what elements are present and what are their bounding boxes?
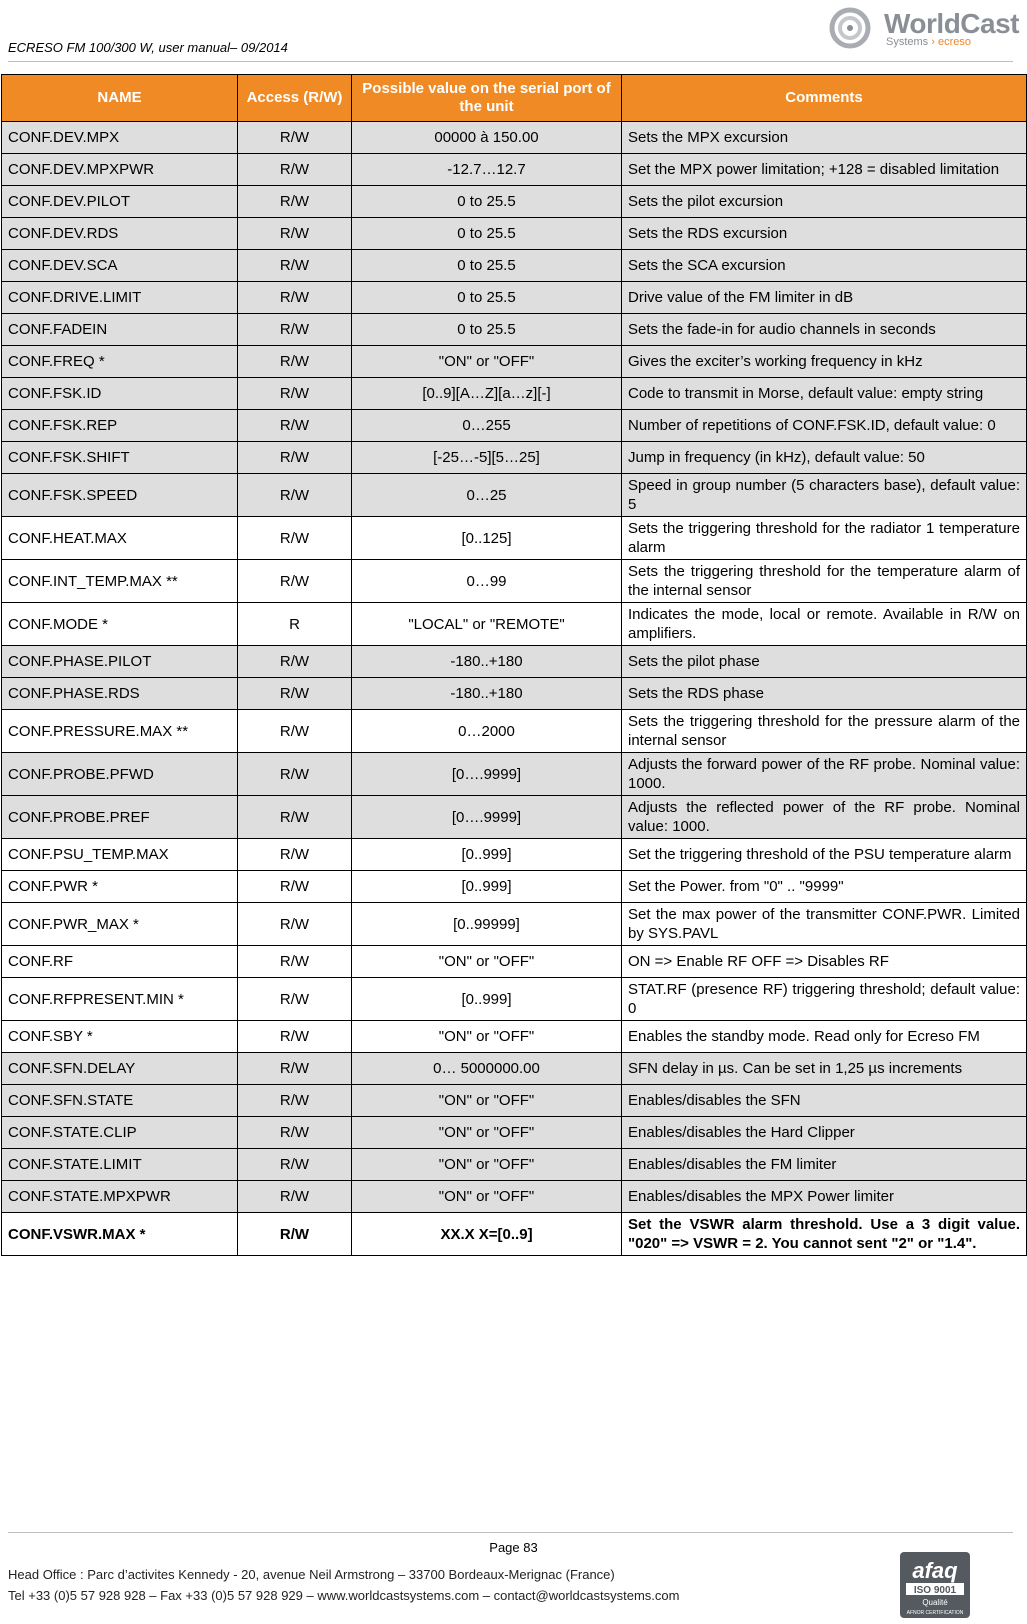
cell-comment: Speed in group number (5 characters base), default value: 5 [622,474,1027,517]
cell-name: CONF.PHASE.RDS [2,678,238,710]
table-row [2,154,1027,186]
table-row [2,753,1027,796]
badge-afaq-text: afaq [912,1558,958,1583]
cell-access: R/W [238,710,352,753]
cell-comment: Sets the triggering threshold for the pressure alarm of the internal sensor [622,710,1027,753]
cell-name: CONF.STATE.CLIP [2,1117,238,1149]
cell-name: CONF.DRIVE.LIMIT [2,282,238,314]
logo-sub-left: Systems [886,36,929,48]
cell-comment: Number of repetitions of CONF.FSK.ID, default value: 0 [622,410,1027,442]
table-row [2,122,1027,154]
cell-name: CONF.DEV.MPX [2,122,238,154]
cell-comment: Sets the triggering threshold for the temperature alarm of the internal sensor [622,560,1027,603]
cell-value: 0 to 25.5 [352,282,622,314]
worldcast-logo-icon [826,6,882,52]
cell-comment: Jump in frequency (in kHz), default value: 50 [622,442,1027,474]
cell-value: [0..999] [352,839,622,871]
table-row [2,1053,1027,1085]
cell-name: CONF.PROBE.PFWD [2,753,238,796]
badge-afnor-text: AFNOR CERTIFICATION [906,1610,964,1616]
cell-name: CONF.FSK.SPEED [2,474,238,517]
cell-comment: Adjusts the forward power of the RF probe. Nominal value: 1000. [622,753,1027,796]
cell-access: R/W [238,474,352,517]
cell-value: [0..125] [352,517,622,560]
cell-comment: ON => Enable RF OFF => Disables RF [622,946,1027,978]
table-row [2,603,1027,646]
cell-access: R/W [238,410,352,442]
cell-value: 0…99 [352,560,622,603]
header-comments: Comments [622,75,1027,122]
table-row [2,678,1027,710]
table-row [2,250,1027,282]
cell-value: "ON" or "OFF" [352,1149,622,1181]
header-name: NAME [2,75,238,122]
cell-name: CONF.FSK.SHIFT [2,442,238,474]
cell-comment: Sets the pilot excursion [622,186,1027,218]
cell-value: "ON" or "OFF" [352,346,622,378]
table-row [2,796,1027,839]
cell-value: 00000 à 150.00 [352,122,622,154]
cell-comment: Set the max power of the transmitter CONF.PWR. Limited by SYS.PAVL [622,903,1027,946]
logo-subtitle [886,36,971,48]
cell-name: CONF.VSWR.MAX * [2,1213,238,1256]
cell-access: R/W [238,250,352,282]
cell-access: R/W [238,1117,352,1149]
table-row [2,282,1027,314]
cell-name: CONF.PHASE.PILOT [2,646,238,678]
table-row [2,346,1027,378]
cell-access: R/W [238,517,352,560]
cell-comment: Sets the fade-in for audio channels in seconds [622,314,1027,346]
table-row [2,1117,1027,1149]
cell-access: R/W [238,903,352,946]
table-row [2,560,1027,603]
cell-comment: Sets the RDS phase [622,678,1027,710]
cell-value: [0..999] [352,978,622,1021]
table-row [2,517,1027,560]
cell-comment: Set the VSWR alarm threshold. Use a 3 digit value. "020" => VSWR = 2. You cannot sent "2" or "1.4". [622,1213,1027,1256]
cell-value: [0..99999] [352,903,622,946]
cell-access: R/W [238,186,352,218]
cell-value: XX.X X=[0..9] [352,1213,622,1256]
cell-value: 0 to 25.5 [352,186,622,218]
cell-name: CONF.FADEIN [2,314,238,346]
table-row [2,871,1027,903]
cell-name: CONF.DEV.PILOT [2,186,238,218]
table-row [2,646,1027,678]
cell-access: R/W [238,871,352,903]
cell-comment: Enables/disables the FM limiter [622,1149,1027,1181]
cell-name: CONF.DEV.RDS [2,218,238,250]
cell-value: 0 to 25.5 [352,314,622,346]
cell-access: R/W [238,1149,352,1181]
cell-name: CONF.DEV.SCA [2,250,238,282]
cell-name: CONF.STATE.MPXPWR [2,1181,238,1213]
cell-name: CONF.PWR * [2,871,238,903]
table-row [2,978,1027,1021]
cell-comment: Sets the triggering threshold for the radiator 1 temperature alarm [622,517,1027,560]
cell-access: R/W [238,314,352,346]
cell-name: CONF.MODE * [2,603,238,646]
cell-comment: Set the MPX power limitation; +128 = disabled limitation [622,154,1027,186]
table-row [2,710,1027,753]
badge-qualite-text: Qualité [922,1598,948,1607]
command-table [1,74,1027,1256]
cell-access: R/W [238,1053,352,1085]
cell-comment: Set the Power. from "0" .. "9999" [622,871,1027,903]
cell-value: 0 to 25.5 [352,250,622,282]
cell-comment: Drive value of the FM limiter in dB [622,282,1027,314]
worldcast-logo [826,6,1019,52]
logo-sub-right: › ecreso [931,36,971,48]
cell-value: "ON" or "OFF" [352,1181,622,1213]
table-row [2,1149,1027,1181]
cell-value: "ON" or "OFF" [352,1117,622,1149]
cell-name: CONF.FSK.ID [2,378,238,410]
cell-access: R/W [238,1213,352,1256]
cell-value: [0..999] [352,871,622,903]
cell-access: R/W [238,1085,352,1117]
cell-value: [0….9999] [352,796,622,839]
cell-access: R/W [238,946,352,978]
cell-name: CONF.PRESSURE.MAX ** [2,710,238,753]
cell-comment: Enables the standby mode. Read only for Ecreso FM [622,1021,1027,1053]
cell-name: CONF.FREQ * [2,346,238,378]
table-row [2,946,1027,978]
cell-value: 0…255 [352,410,622,442]
cell-comment: Gives the exciter’s working frequency in kHz [622,346,1027,378]
cell-comment: Sets the SCA excursion [622,250,1027,282]
cell-value: "ON" or "OFF" [352,1021,622,1053]
cell-access: R/W [238,978,352,1021]
cell-access: R/W [238,442,352,474]
cell-comment: Code to transmit in Morse, default value: empty string [622,378,1027,410]
table-row [2,442,1027,474]
cell-access: R [238,603,352,646]
cell-name: CONF.INT_TEMP.MAX ** [2,560,238,603]
cell-comment: Sets the MPX excursion [622,122,1027,154]
cell-name: CONF.PWR_MAX * [2,903,238,946]
cell-name: CONF.STATE.LIMIT [2,1149,238,1181]
table-row [2,839,1027,871]
cell-name: CONF.HEAT.MAX [2,517,238,560]
cell-access: R/W [238,560,352,603]
header-divider [8,61,1013,62]
document-header-title: ECRESO FM 100/300 W, user manual– 09/2014 [8,40,288,55]
table-row [2,1085,1027,1117]
cell-comment: Adjusts the reflected power of the RF probe. Nominal value: 1000. [622,796,1027,839]
cell-comment: Enables/disables the SFN [622,1085,1027,1117]
cell-value: "ON" or "OFF" [352,1085,622,1117]
cell-access: R/W [238,839,352,871]
cell-comment: Set the triggering threshold of the PSU temperature alarm [622,839,1027,871]
cell-access: R/W [238,678,352,710]
footer-address: Head Office : Parc d’activites Kennedy - 20, avenue Neil Armstrong – 33700 Bordeaux-Merignac (France) [8,1567,615,1582]
cell-value: [-25…-5][5…25] [352,442,622,474]
table-body [2,122,1027,1256]
cell-name: CONF.SFN.DELAY [2,1053,238,1085]
cell-name: CONF.DEV.MPXPWR [2,154,238,186]
cell-access: R/W [238,218,352,250]
cell-access: R/W [238,154,352,186]
logo-wordmark: WorldCast [884,8,1019,39]
cell-value: [0….9999] [352,753,622,796]
cell-access: R/W [238,1181,352,1213]
footer-contact: Tel +33 (0)5 57 928 928 – Fax +33 (0)5 57 928 929 – www.worldcastsystems.com – contact@worldcastsystems.com [8,1588,680,1603]
cell-value: "LOCAL" or "REMOTE" [352,603,622,646]
cell-access: R/W [238,378,352,410]
cell-value: 0…25 [352,474,622,517]
table-header-row [2,75,1027,122]
table-row [2,218,1027,250]
table-row [2,474,1027,517]
cell-comment: Indicates the mode, local or remote. Available in R/W on amplifiers. [622,603,1027,646]
cell-access: R/W [238,796,352,839]
table-row [2,903,1027,946]
cell-value: -12.7…12.7 [352,154,622,186]
cell-name: CONF.RFPRESENT.MIN * [2,978,238,1021]
cell-access: R/W [238,646,352,678]
header-possible-value: Possible value on the serial port of the unit [352,75,622,122]
table-row [2,186,1027,218]
afaq-iso-badge [900,1552,970,1618]
cell-comment: STAT.RF (presence RF) triggering threshold; default value: 0 [622,978,1027,1021]
header-access: Access (R/W) [238,75,352,122]
table-row [2,1021,1027,1053]
cell-name: CONF.PSU_TEMP.MAX [2,839,238,871]
cell-value: [0..9][A…Z][a…z][-] [352,378,622,410]
cell-access: R/W [238,1021,352,1053]
cell-value: -180..+180 [352,678,622,710]
cell-value: 0…2000 [352,710,622,753]
cell-comment: SFN delay in µs. Can be set in 1,25 µs increments [622,1053,1027,1085]
cell-value: 0 to 25.5 [352,218,622,250]
cell-name: CONF.SFN.STATE [2,1085,238,1117]
cell-value: "ON" or "OFF" [352,946,622,978]
cell-name: CONF.FSK.REP [2,410,238,442]
cell-comment: Sets the RDS excursion [622,218,1027,250]
table-row [2,314,1027,346]
cell-comment: Enables/disables the MPX Power limiter [622,1181,1027,1213]
cell-comment: Sets the pilot phase [622,646,1027,678]
cell-access: R/W [238,282,352,314]
table-row [2,410,1027,442]
cell-access: R/W [238,346,352,378]
cell-value: -180..+180 [352,646,622,678]
page-number: Page 83 [489,1540,538,1555]
cell-name: CONF.RF [2,946,238,978]
table-row [2,1213,1027,1256]
cell-access: R/W [238,753,352,796]
cell-name: CONF.PROBE.PREF [2,796,238,839]
cell-comment: Enables/disables the Hard Clipper [622,1117,1027,1149]
table-row [2,378,1027,410]
table-row [2,1181,1027,1213]
cell-value: 0… 5000000.00 [352,1053,622,1085]
cell-access: R/W [238,122,352,154]
cell-name: CONF.SBY * [2,1021,238,1053]
badge-iso-text: ISO 9001 [913,1585,957,1596]
footer-divider [8,1532,1013,1533]
